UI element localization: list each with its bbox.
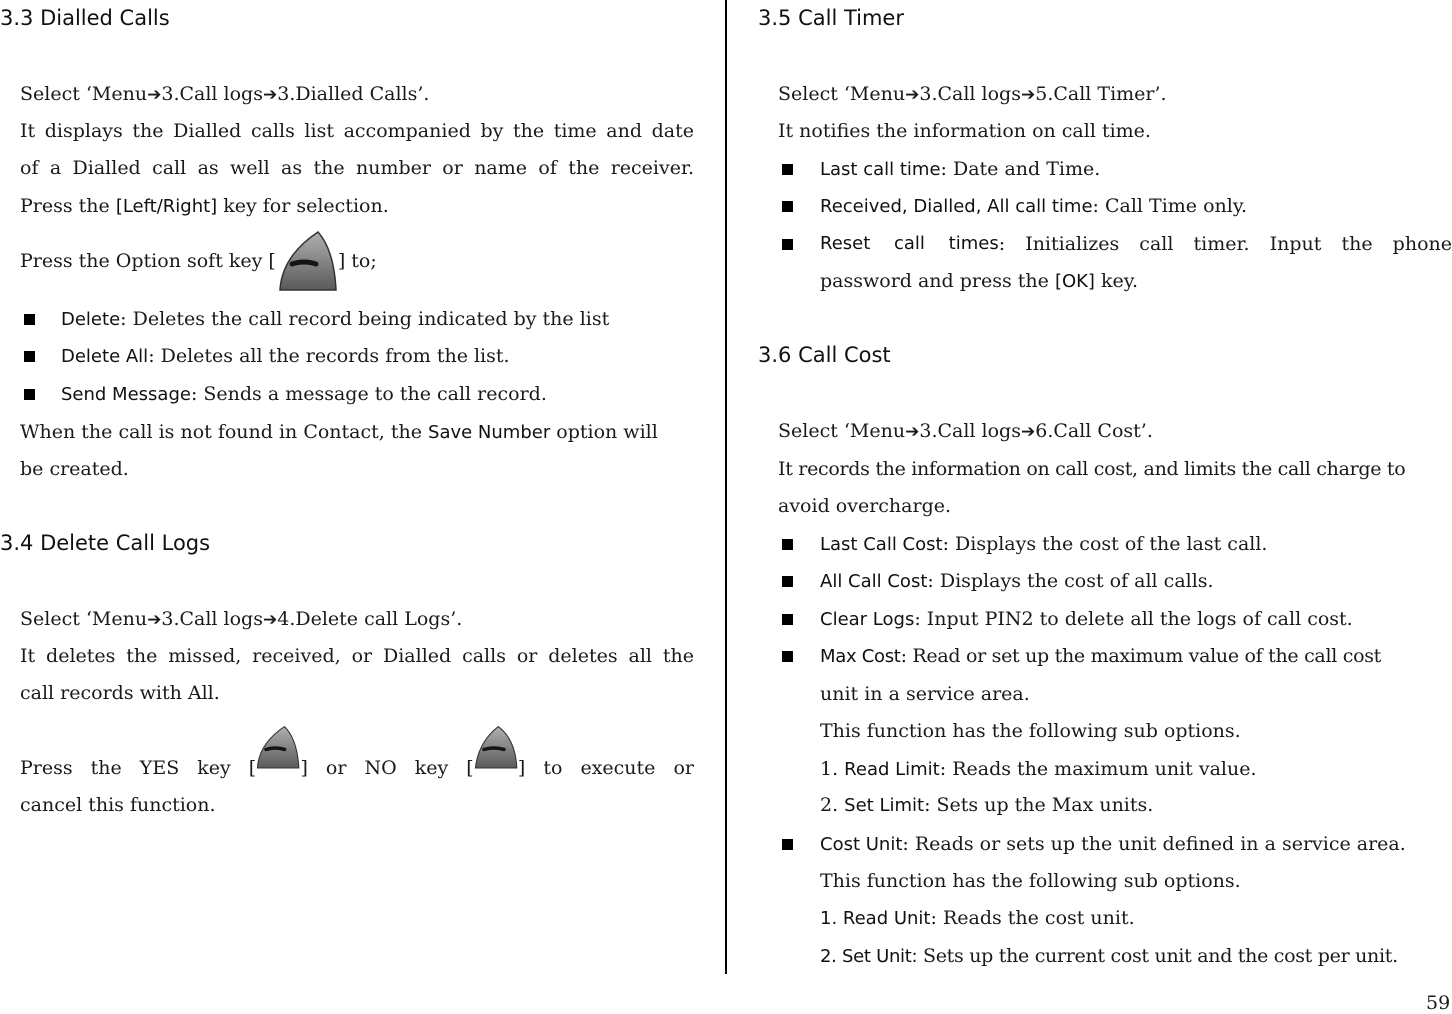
bullet-icon — [782, 539, 793, 550]
list-item: Delete All: Deletes all the records from the list. — [61, 345, 510, 367]
arrow-right-icon: ➔ — [147, 610, 162, 630]
bullet-icon — [24, 351, 35, 362]
paragraph-line: be created. — [20, 458, 129, 480]
paragraph-line: It displays the Dialled calls list accompanied by the time and date — [20, 120, 694, 142]
bullet-icon — [24, 314, 35, 325]
sub-option: 2. Set Unit: Sets up the current cost unit and the cost per unit. — [820, 945, 1398, 967]
paragraph-line: unit in a service area. — [820, 683, 1030, 705]
bullet-icon — [782, 201, 793, 212]
bullet-icon — [782, 576, 793, 587]
sub-option: 1. Read Unit: Reads the cost unit. — [820, 907, 1135, 929]
list-item: Reset call times : Initializes call timer. Input the phone — [820, 233, 1452, 255]
list-item: Last Call Cost: Displays the cost of the last call. — [820, 533, 1268, 555]
list-item: Clear Logs: Input PIN2 to delete all the logs of call cost. — [820, 608, 1353, 630]
bullet-icon — [782, 239, 793, 250]
list-item: Last call time: Date and Time. — [820, 158, 1101, 180]
paragraph-line: cancel this function. — [20, 794, 216, 816]
menu-path-delete: Select ‘Menu➔3.Call logs➔4.Delete call Logs’. — [20, 608, 463, 630]
paragraph-line: call records with All. — [20, 682, 220, 704]
list-item: All Call Cost: Displays the cost of all calls. — [820, 570, 1214, 592]
sub-option: 2. Set Limit: Sets up the Max units. — [820, 794, 1154, 816]
arrow-right-icon: ➔ — [905, 422, 920, 442]
list-item: Cost Unit: Reads or sets up the unit defined in a service area. — [820, 833, 1406, 855]
paragraph-line: avoid overcharge. — [778, 495, 952, 517]
option-soft-key-icon — [276, 230, 338, 294]
menu-path-dialled: Select ‘Menu➔3.Call logs➔3.Dialled Calls’. — [20, 83, 430, 105]
list-item: Delete: Deletes the call record being indicated by the list — [61, 308, 610, 330]
section-heading-call-cost: 3.6 Call Cost — [758, 343, 891, 367]
bullet-icon — [782, 651, 793, 662]
paragraph-line: Press the [Left/Right] key for selection. — [20, 195, 389, 217]
paragraph-line: Press the Option soft key [ ] to; — [20, 228, 377, 294]
paragraph-line: password and press the [OK] key. — [820, 270, 1139, 292]
list-item: Send Message: Sends a message to the call record. — [61, 383, 547, 405]
menu-path-call-timer: Select ‘Menu➔3.Call logs➔5.Call Timer’. — [778, 83, 1167, 105]
sub-option: 1. Read Limit: Reads the maximum unit value. — [820, 758, 1257, 780]
key-name: [Left/Right] — [115, 196, 218, 217]
bullet-icon — [24, 389, 35, 400]
paragraph-line: Press the YES key [ ] or NO key [ ] to execute or — [20, 714, 694, 780]
arrow-right-icon: ➔ — [1020, 422, 1036, 442]
paragraph-line: This function has the following sub options. — [820, 720, 1241, 742]
bullet-icon — [782, 839, 793, 850]
arrow-right-icon: ➔ — [905, 85, 920, 105]
menu-path-call-cost: Select ‘Menu➔3.Call logs➔6.Call Cost’. — [778, 420, 1153, 442]
paragraph-line: This function has the following sub options. — [820, 870, 1241, 892]
no-soft-key-icon — [474, 716, 518, 780]
arrow-right-icon: ➔ — [1020, 85, 1036, 105]
section-heading-call-timer: 3.5 Call Timer — [758, 6, 904, 30]
arrow-right-icon: ➔ — [147, 85, 162, 105]
list-item: Max Cost: Read or set up the maximum value of the call cost — [820, 645, 1382, 667]
yes-soft-key-icon — [256, 716, 300, 780]
paragraph-line: When the call is not found in Contact, the Save Number option will — [20, 421, 658, 443]
arrow-right-icon: ➔ — [262, 610, 278, 630]
paragraph-line: It deletes the missed, received, or Dialled calls or deletes all the — [20, 645, 694, 667]
page-number: 59 — [1426, 992, 1451, 1014]
paragraph-line: It records the information on call cost, and limits the call charge to — [778, 458, 1406, 480]
paragraph-line: It notifies the information on call time. — [778, 120, 1151, 142]
bullet-icon — [782, 164, 793, 175]
paragraph-line: of a Dialled call as well as the number or name of the receiver. — [20, 157, 694, 179]
column-divider — [725, 0, 727, 974]
bullet-icon — [782, 614, 793, 625]
arrow-right-icon: ➔ — [262, 85, 278, 105]
section-heading-delete-call-logs: 3.4 Delete Call Logs — [0, 531, 211, 555]
list-item: Received, Dialled, All call time: Call Time only. — [820, 195, 1248, 217]
section-heading-dialled-calls: 3.3 Dialled Calls — [0, 6, 170, 30]
